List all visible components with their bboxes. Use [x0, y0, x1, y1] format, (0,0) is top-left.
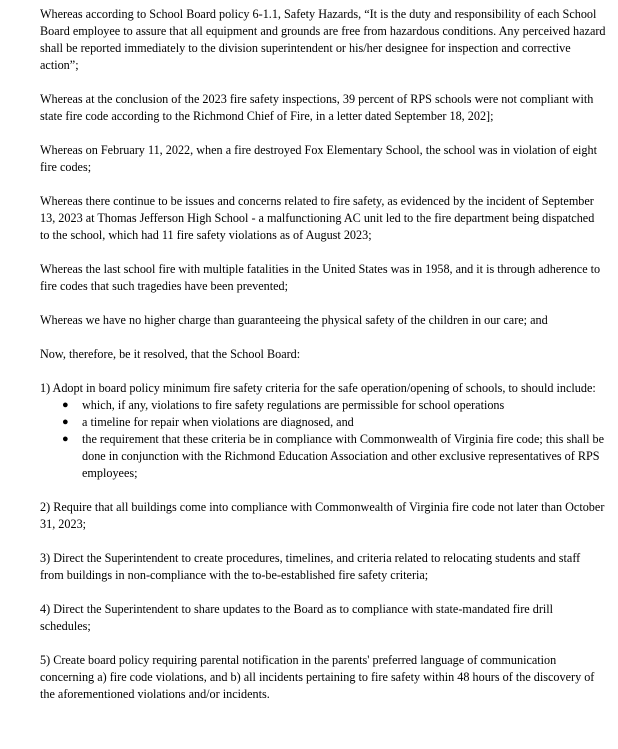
whereas-physical-safety: Whereas we have no higher charge than guaranteeing the physical safety of the children in our care; and	[40, 313, 548, 327]
whereas-safety-hazards-policy: Whereas according to School Board policy 6-1.1, Safety Hazards, “It is the duty and responsibility of each School Board employee to assure that all equipment and grounds are free from hazardous conditions. Any perceived hazard shall be reported immediately to the division superintendent or his/her designee for inspection and corrective action”;	[40, 7, 606, 72]
whereas-fox-elementary-fire: Whereas on February 11, 2022, when a fire destroyed Fox Elementary School, the school was in violation of eight fire codes;	[40, 143, 597, 174]
resolution-item-1: 1) Adopt in board policy minimum fire safety criteria for the safe operation/opening of schools, to should include:	[40, 381, 596, 395]
whereas-last-school-fire: Whereas the last school fire with multiple fatalities in the United States was in 1958, and it is through adherence to fire codes that such tragedies have been prevented;	[40, 262, 601, 293]
bullet-icon: ●	[62, 416, 69, 428]
resolution-item-5: 5) Create board policy requiring parental notification in the parents' preferred language of communication concerning a) fire code violations, and b) all incidents pertaining to fire safety within 48 hours of the discovery of the aforementioned violations and/or incidents.	[40, 653, 595, 701]
bullet-text: a timeline for repair when violations are diagnosed, and	[82, 415, 354, 429]
whereas-fire-inspections: Whereas at the conclusion of the 2023 fire safety inspections, 39 percent of RPS schools were not compliant with state fire code according to the Richmond Chief of Fire, in a letter dated September 18, 202];	[40, 92, 594, 123]
resolution-item-4: 4) Direct the Superintendent to share updates to the Board as to compliance with state-mandated fire drill schedules;	[40, 602, 554, 633]
resolution-item-1-bullets	[40, 397, 606, 482]
whereas-thomas-jefferson-incident: Whereas there continue to be issues and concerns related to fire safety, as evidenced by the incident of September 13, 2023 at Thomas Jefferson High School - a malfunctioning AC unit led to the fire department being dispatched to the school, which had 11 fire safety violations as of August 2023;	[40, 194, 595, 242]
resolution-item-3: 3) Direct the Superintendent to create procedures, timelines, and criteria related to relocating students and staff from buildings in non-compliance with the to-be-established fire safety criteria;	[40, 551, 581, 582]
bullet-text: which, if any, violations to fire safety regulations are permissible for school operations	[82, 398, 505, 412]
bullet-text: the requirement that these criteria be in compliance with Commonwealth of Virginia fire code; this shall be done in conjunction with the Richmond Education Association and other exclusive representatives of RPS employees;	[82, 432, 605, 480]
resolution-item-2: 2) Require that all buildings come into compliance with Commonwealth of Virginia fire code not later than October 31, 2023;	[40, 500, 605, 531]
list-item	[62, 431, 606, 482]
list-item	[62, 414, 606, 431]
resolved-intro: Now, therefore, be it resolved, that the School Board:	[40, 347, 301, 361]
list-item	[62, 397, 606, 414]
bullet-icon: ●	[62, 433, 69, 445]
bullet-icon: ●	[62, 399, 69, 411]
